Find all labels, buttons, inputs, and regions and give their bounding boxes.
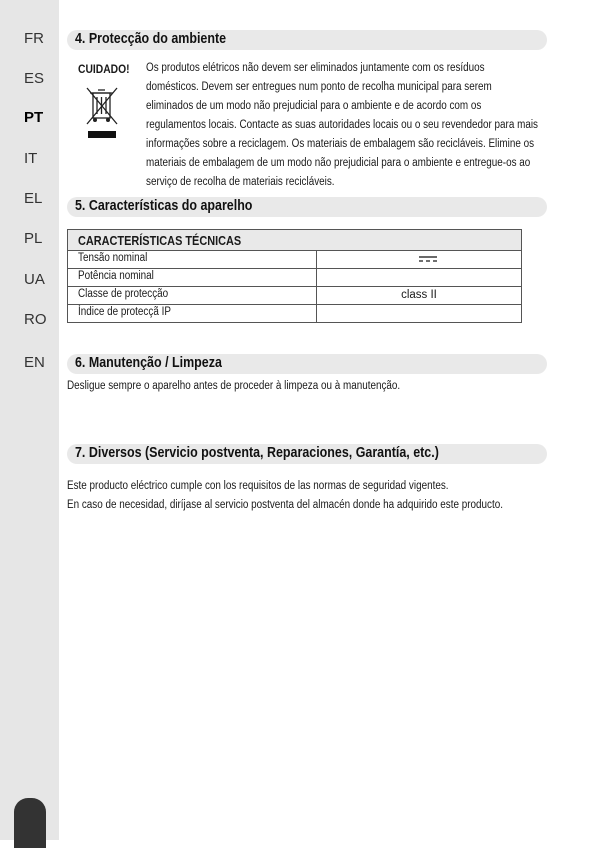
spec-row: [67, 287, 522, 305]
section-4-header: [67, 30, 547, 50]
section-6-title: 6. Manutenção / Limpeza: [75, 355, 222, 371]
spec-table-title: CARACTERÍSTICAS TÉCNICAS: [78, 233, 242, 248]
text-line: informações sobre a reciclagem. Os materiais de embalagem são recicláveis. Elimine os: [146, 138, 535, 150]
spec-value: [317, 305, 521, 322]
language-sidebar: [0, 0, 59, 840]
spec-value: class II: [401, 289, 437, 301]
lang-pt[interactable]: PT: [24, 109, 44, 126]
lang-fr[interactable]: FR: [24, 30, 44, 47]
section-4-title: 4. Protecção do ambiente: [75, 31, 227, 47]
lang-it[interactable]: IT: [24, 150, 38, 167]
page-tab: [14, 798, 46, 848]
text-line: serviço de recolha de materiais recicláveis.: [146, 176, 335, 188]
lang-el[interactable]: EL: [24, 190, 43, 207]
text-line: Este producto eléctrico cumple con los requisitos de las normas de seguridad vigentes.: [67, 480, 449, 492]
spec-label: Tensão nominal: [78, 252, 148, 264]
spec-value: [317, 269, 521, 286]
spec-row: [67, 269, 522, 287]
lang-ro[interactable]: RO: [24, 311, 47, 328]
text-line: En caso de necesidad, diríjase al servicio postventa del almacén donde ha adquirido este producto.: [67, 499, 503, 511]
section-6-body: Desligue sempre o aparelho antes de proceder à limpeza ou à manutenção.: [67, 380, 401, 392]
lang-es[interactable]: ES: [24, 70, 45, 87]
spec-label: Índice de protecçã IP: [78, 306, 171, 318]
spec-table-header: [67, 229, 522, 251]
section-6-header: [67, 354, 547, 374]
spec-label: Potência nominal: [78, 270, 154, 282]
section-5-header: [67, 197, 547, 217]
section-7-title: 7. Diversos (Servicio postventa, Reparaciones, Garantía, etc.): [75, 445, 439, 461]
direct-current-icon: [419, 256, 437, 262]
text-line: eliminados de um modo não prejudicial para o ambiente e de acordo com os: [146, 100, 482, 112]
section-5-title: 5. Características do aparelho: [75, 198, 253, 214]
lang-en[interactable]: EN: [24, 354, 45, 371]
section-7-body: [67, 477, 503, 515]
spec-row: [67, 251, 522, 269]
caution-label: CUIDADO!: [78, 62, 130, 76]
spec-row: [67, 305, 522, 323]
text-line: domésticos. Devem ser entregues num ponto de recolha municipal para serem: [146, 81, 492, 93]
spec-label: Classe de protecção: [78, 288, 169, 300]
text-line: materiais de embalagem de um modo não prejudicial para o ambiente e entregue-os ao: [146, 157, 531, 169]
section-4-body: [146, 59, 538, 192]
lang-pl[interactable]: PL: [24, 230, 43, 247]
section-7-header: [67, 444, 547, 464]
weee-crossed-bin-icon: [84, 84, 120, 140]
text-line: Os produtos elétricos não devem ser eliminados juntamente com os resíduos: [146, 62, 485, 74]
lang-ua[interactable]: UA: [24, 271, 45, 288]
text-line: regulamentos locais. Contacte as suas autoridades locais ou o seu revendedor para mais: [146, 119, 538, 131]
